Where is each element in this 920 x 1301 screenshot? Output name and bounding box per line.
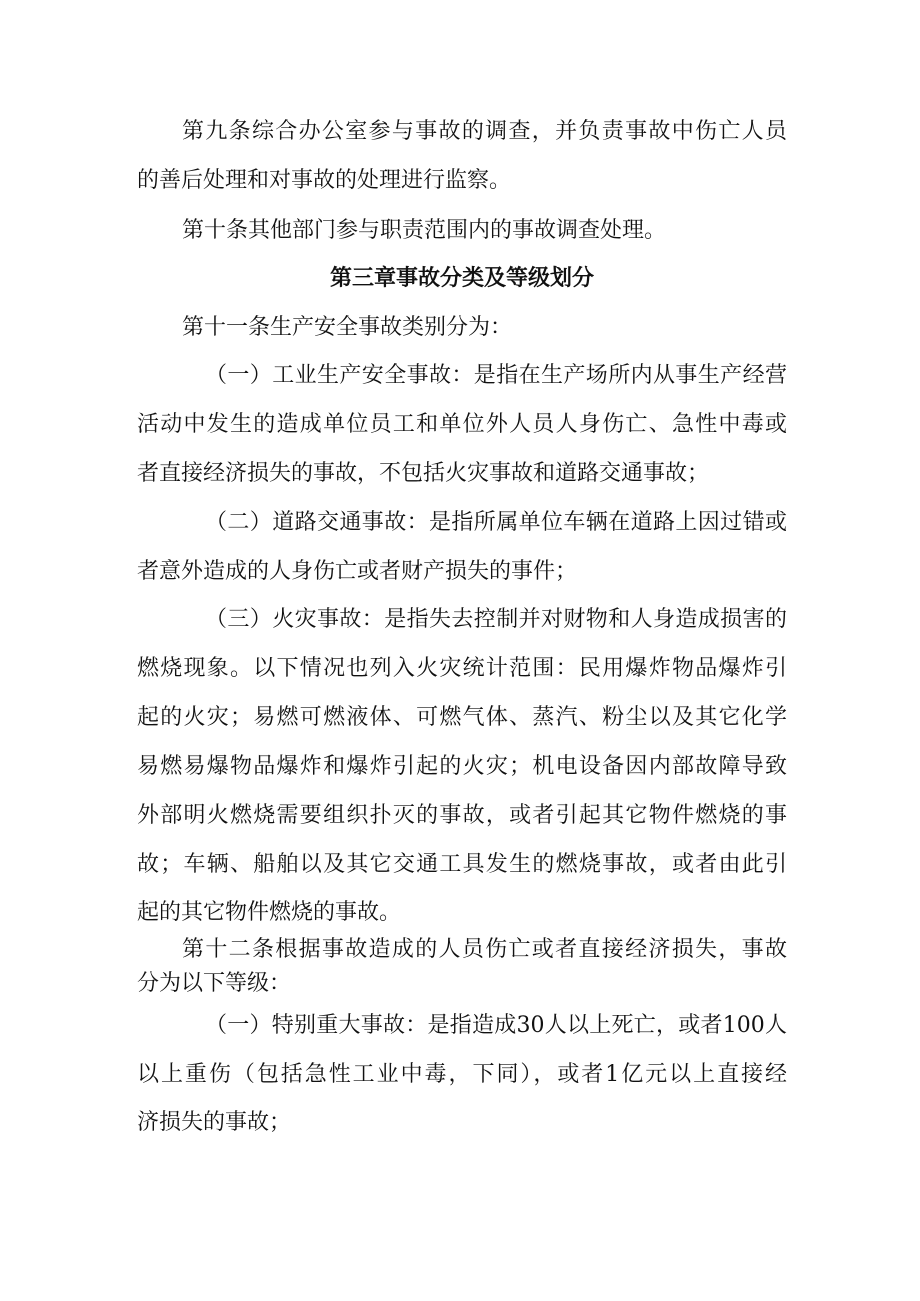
article-12-line-1: 第十二条根据事故造成的人员伤亡或者直接经济损失，事故 <box>182 937 787 962</box>
item-3-line-1: （三）火灾事故：是指失去控制并对财物和人身造成损害的 <box>205 607 787 632</box>
item-3-line-2: 燃烧现象。以下情况也列入火灾统计范围：民用爆炸物品爆炸引 <box>137 656 787 681</box>
item-3-line-7: 起的其它物件燃烧的事故。 <box>137 900 402 925</box>
chapter-3-heading: 第三章事故分类及等级划分 <box>329 266 594 291</box>
item-2-line-2: 者意外造成的人身伤亡或者财产损失的事件； <box>137 559 578 584</box>
item-3-line-6: 故；车辆、船舶以及其它交通工具发生的燃烧事故，或者由此引 <box>137 852 787 877</box>
item-3-line-3: 起的火灾；易燃可燃液体、可燃气体、蒸汽、粉尘以及其它化学 <box>137 705 787 730</box>
item-3-line-5: 外部明火燃烧需要组织扑灭的事故，或者引起其它物件燃烧的事 <box>137 803 787 828</box>
grade-1-line-3: 济损失的事故； <box>137 1110 292 1135</box>
article-9-line-2: 的善后处理和对事故的处理进行监察。 <box>137 168 512 193</box>
item-1-line-1: （一）工业生产安全事故：是指在生产场所内从事生产经营 <box>205 363 787 388</box>
item-3-line-4: 易燃易爆物品爆炸和爆炸引起的火灾；机电设备因内部故障导致 <box>137 754 787 779</box>
grade-1-line-2: 以上重伤（包括急性工业中毒，下同），或者1亿元以上直接经 <box>137 1062 787 1087</box>
article-9-line-1: 第九条综合办公室参与事故的调查，并负责事故中伤亡人员 <box>182 119 787 144</box>
item-1-line-2: 活动中发生的造成单位员工和单位外人员人身伤亡、急性中毒或 <box>137 412 787 437</box>
grade-1-line-1: （一）特别重大事故：是指造成30人以上死亡，或者100人 <box>205 1013 787 1038</box>
item-1-line-3: 者直接经济损失的事故，不包括火灾事故和道路交通事故； <box>137 461 710 486</box>
article-11: 第十一条生产安全事故类别分为： <box>182 315 513 340</box>
article-10: 第十条其他部门参与职责范围内的事故调查处理。 <box>182 218 667 243</box>
item-2-line-1: （二）道路交通事故：是指所属单位车辆在道路上因过错或 <box>205 510 787 535</box>
article-12-line-2: 分为以下等级： <box>137 971 292 996</box>
